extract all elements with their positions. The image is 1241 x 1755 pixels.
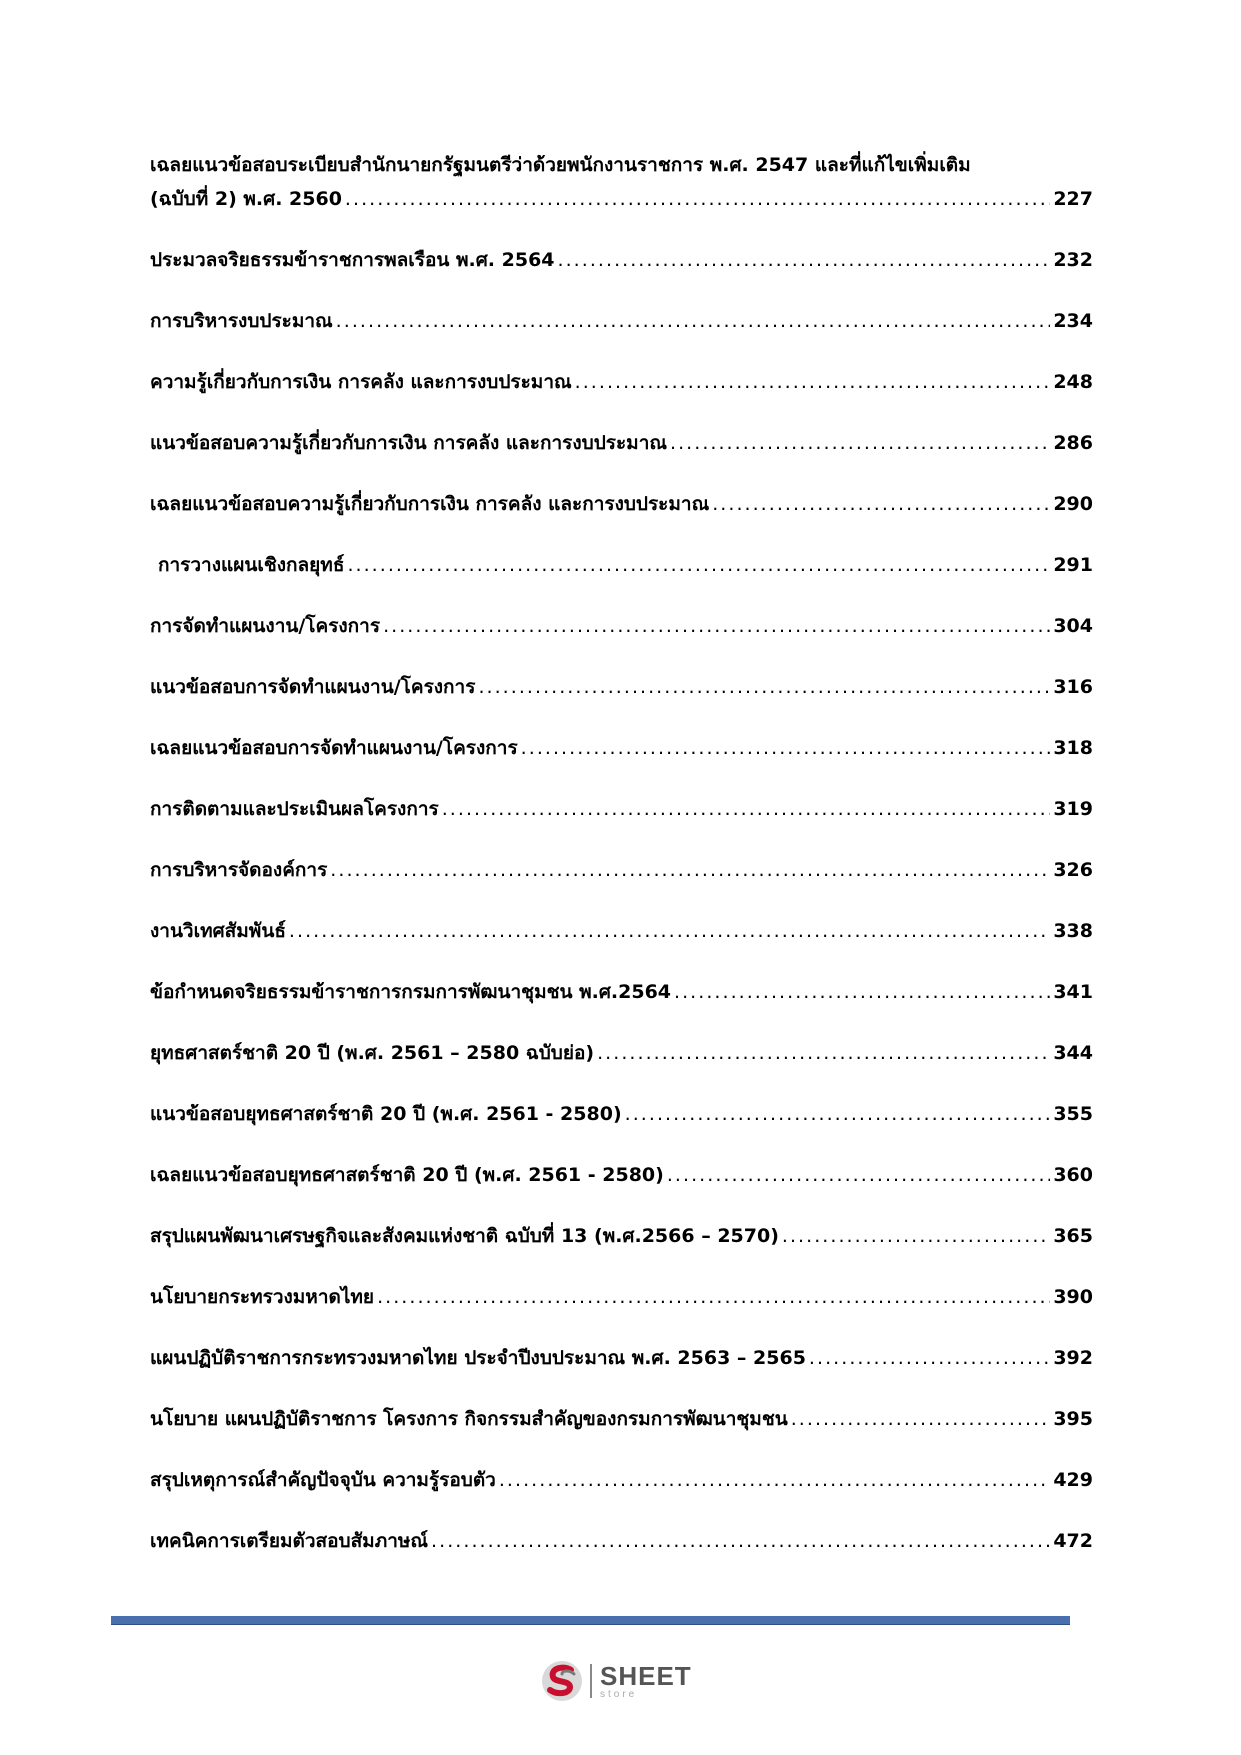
toc-entry [150, 308, 1093, 334]
dot-leader [670, 430, 1050, 456]
toc-entry-page: 395 [1053, 1408, 1093, 1430]
footer-divider [111, 1616, 1070, 1625]
dot-leader [674, 979, 1050, 1005]
dot-leader [809, 1345, 1050, 1371]
dot-leader [782, 1223, 1050, 1249]
toc-entry-title: ข้อกำหนดจริยธรรมข้าราชการกรมการพัฒนาชุมชน พ.ศ.2564 [150, 981, 672, 1003]
toc-entry-title: เฉลยแนวข้อสอบยุทธศาสตร์ชาติ 20 ปี (พ.ศ. 2561 - 2580) [150, 1164, 664, 1186]
toc-entry [150, 1406, 1093, 1432]
toc-entry-title: การจัดทำแผนงาน/โครงการ [150, 615, 381, 637]
toc-entry-page: 341 [1053, 981, 1093, 1003]
toc-entry-title: การบริหารงบประมาณ [150, 310, 333, 332]
toc-entry-page: 248 [1053, 371, 1093, 393]
toc-entry-page: 390 [1053, 1286, 1093, 1308]
toc-entry [150, 152, 1093, 212]
toc-entry-title-line2: (ฉบับที่ 2) พ.ศ. 2560 [150, 188, 342, 210]
toc-entry-page: 355 [1053, 1103, 1093, 1125]
toc-entry-title: งานวิเทศสัมพันธ์ [150, 920, 286, 942]
toc-entry-page: 338 [1053, 920, 1093, 942]
toc-entry-title: สรุปแผนพัฒนาเศรษฐกิจและสังคมแห่งชาติ ฉบับที่ 13 (พ.ศ.2566 – 2570) [150, 1225, 779, 1247]
toc-entry-title: แนวข้อสอบยุทธศาสตร์ชาติ 20 ปี (พ.ศ. 2561 - 2580) [150, 1103, 622, 1125]
toc-entry [150, 1162, 1093, 1188]
toc-entry-page: 472 [1053, 1530, 1093, 1552]
dot-leader [336, 308, 1051, 334]
toc-entry-title: เฉลยแนวข้อสอบความรู้เกี่ยวกับการเงิน การคลัง และการงบประมาณ [150, 493, 710, 515]
dot-leader [625, 1101, 1051, 1127]
toc-entry [150, 674, 1093, 700]
toc-entry-page: 365 [1053, 1225, 1093, 1247]
toc-entry [150, 857, 1093, 883]
toc-entry [150, 491, 1093, 517]
toc-entry [150, 1223, 1093, 1249]
toc-entry-page: 304 [1053, 615, 1093, 637]
toc-entry-row [150, 186, 1093, 212]
toc-entry-page: 234 [1053, 310, 1093, 332]
dot-leader [442, 796, 1051, 822]
dot-leader [345, 186, 1050, 212]
toc-entry [150, 735, 1093, 761]
toc-entry-title: ยุทธศาสตร์ชาติ 20 ปี (พ.ศ. 2561 – 2580 ฉบับย่อ) [150, 1042, 595, 1064]
logo-word: SHEET [600, 1660, 692, 1691]
toc-entry-title: นโยบาย แผนปฏิบัติราชการ โครงการ กิจกรรมสำคัญของกรมการพัฒนาชุมชน [150, 1408, 788, 1430]
dot-leader [478, 674, 1050, 700]
toc-entry [150, 918, 1093, 944]
dot-leader [521, 735, 1051, 761]
sheet-store-logo [540, 1656, 692, 1706]
toc-entry [150, 1040, 1093, 1066]
dot-leader [667, 1162, 1050, 1188]
dot-leader [377, 1284, 1050, 1310]
toc-entry-page: 232 [1053, 249, 1093, 271]
toc-entry-title: ความรู้เกี่ยวกับการเงิน การคลัง และการงบประมาณ [150, 371, 572, 393]
toc-entry-title-line1: เฉลยแนวข้อสอบระเบียบสำนักนายกรัฐมนตรีว่าด้วยพนักงานราชการ พ.ศ. 2547 และที่แก้ไขเพิ่มเติม [150, 154, 971, 176]
dot-leader [347, 552, 1050, 578]
toc-entry-title: เฉลยแนวข้อสอบการจัดทำแผนงาน/โครงการ [150, 737, 518, 759]
logo-subword: store [600, 1688, 638, 1700]
sheet-store-s-icon [540, 1659, 584, 1703]
toc-entry [150, 613, 1093, 639]
dot-leader [791, 1406, 1051, 1432]
toc-entry [150, 369, 1093, 395]
toc-entry-title: นโยบายกระทรวงมหาดไทย [150, 1286, 375, 1308]
dot-leader [558, 247, 1051, 273]
toc-entry-title: แผนปฏิบัติราชการกระทรวงมหาดไทย ประจำปีงบประมาณ พ.ศ. 2563 – 2565 [150, 1347, 806, 1369]
toc-entry [150, 979, 1093, 1005]
toc-entry [150, 1101, 1093, 1127]
toc-entry-page: 319 [1053, 798, 1093, 820]
toc-entry-page: 290 [1053, 493, 1093, 515]
logo-wordmark [600, 1660, 692, 1700]
toc-entry-page: 318 [1053, 737, 1093, 759]
toc-entry [150, 1467, 1093, 1493]
toc-entry [150, 1345, 1093, 1371]
toc-entry-title: การติดตามและประเมินผลโครงการ [150, 798, 439, 820]
toc-entry-page: 344 [1053, 1042, 1093, 1064]
dot-leader [499, 1467, 1050, 1493]
logo-divider [590, 1664, 592, 1698]
toc-entry-page: 360 [1053, 1164, 1093, 1186]
toc-entry [150, 552, 1093, 578]
dot-leader [431, 1528, 1050, 1554]
toc-entry [150, 1528, 1093, 1554]
toc-entry-page: 286 [1053, 432, 1093, 454]
toc-entry [150, 430, 1093, 456]
toc-entry-page: 316 [1053, 676, 1093, 698]
toc-entry-title: แนวข้อสอบความรู้เกี่ยวกับการเงิน การคลัง และการงบประมาณ [150, 432, 667, 454]
toc-entry [150, 247, 1093, 273]
dot-leader [575, 369, 1051, 395]
dot-leader [712, 491, 1050, 517]
dot-leader [330, 857, 1050, 883]
toc-entry-title: การบริหารจัดองค์การ [150, 859, 328, 881]
toc-entry-page: 429 [1053, 1469, 1093, 1491]
toc-entry-page: 392 [1053, 1347, 1093, 1369]
toc-entry-page: 291 [1053, 554, 1093, 576]
toc-entry-title: สรุปเหตุการณ์สำคัญปัจจุบัน ความรู้รอบตัว [150, 1469, 496, 1491]
toc-entry [150, 1284, 1093, 1310]
toc-entry-page: 326 [1053, 859, 1093, 881]
dot-leader [597, 1040, 1050, 1066]
toc-entry-title: เทคนิคการเตรียมตัวสอบสัมภาษณ์ [150, 1530, 429, 1552]
toc-entry-title: แนวข้อสอบการจัดทำแผนงาน/โครงการ [150, 676, 476, 698]
toc-entry-title: ประมวลจริยธรรมข้าราชการพลเรือน พ.ศ. 2564 [150, 249, 555, 271]
toc-entry-title: การวางแผนเชิงกลยุทธ์ [158, 554, 345, 576]
toc-entry [150, 796, 1093, 822]
table-of-contents [150, 152, 1093, 1589]
dot-leader [383, 613, 1050, 639]
toc-entry-page: 227 [1053, 188, 1093, 210]
dot-leader [289, 918, 1050, 944]
